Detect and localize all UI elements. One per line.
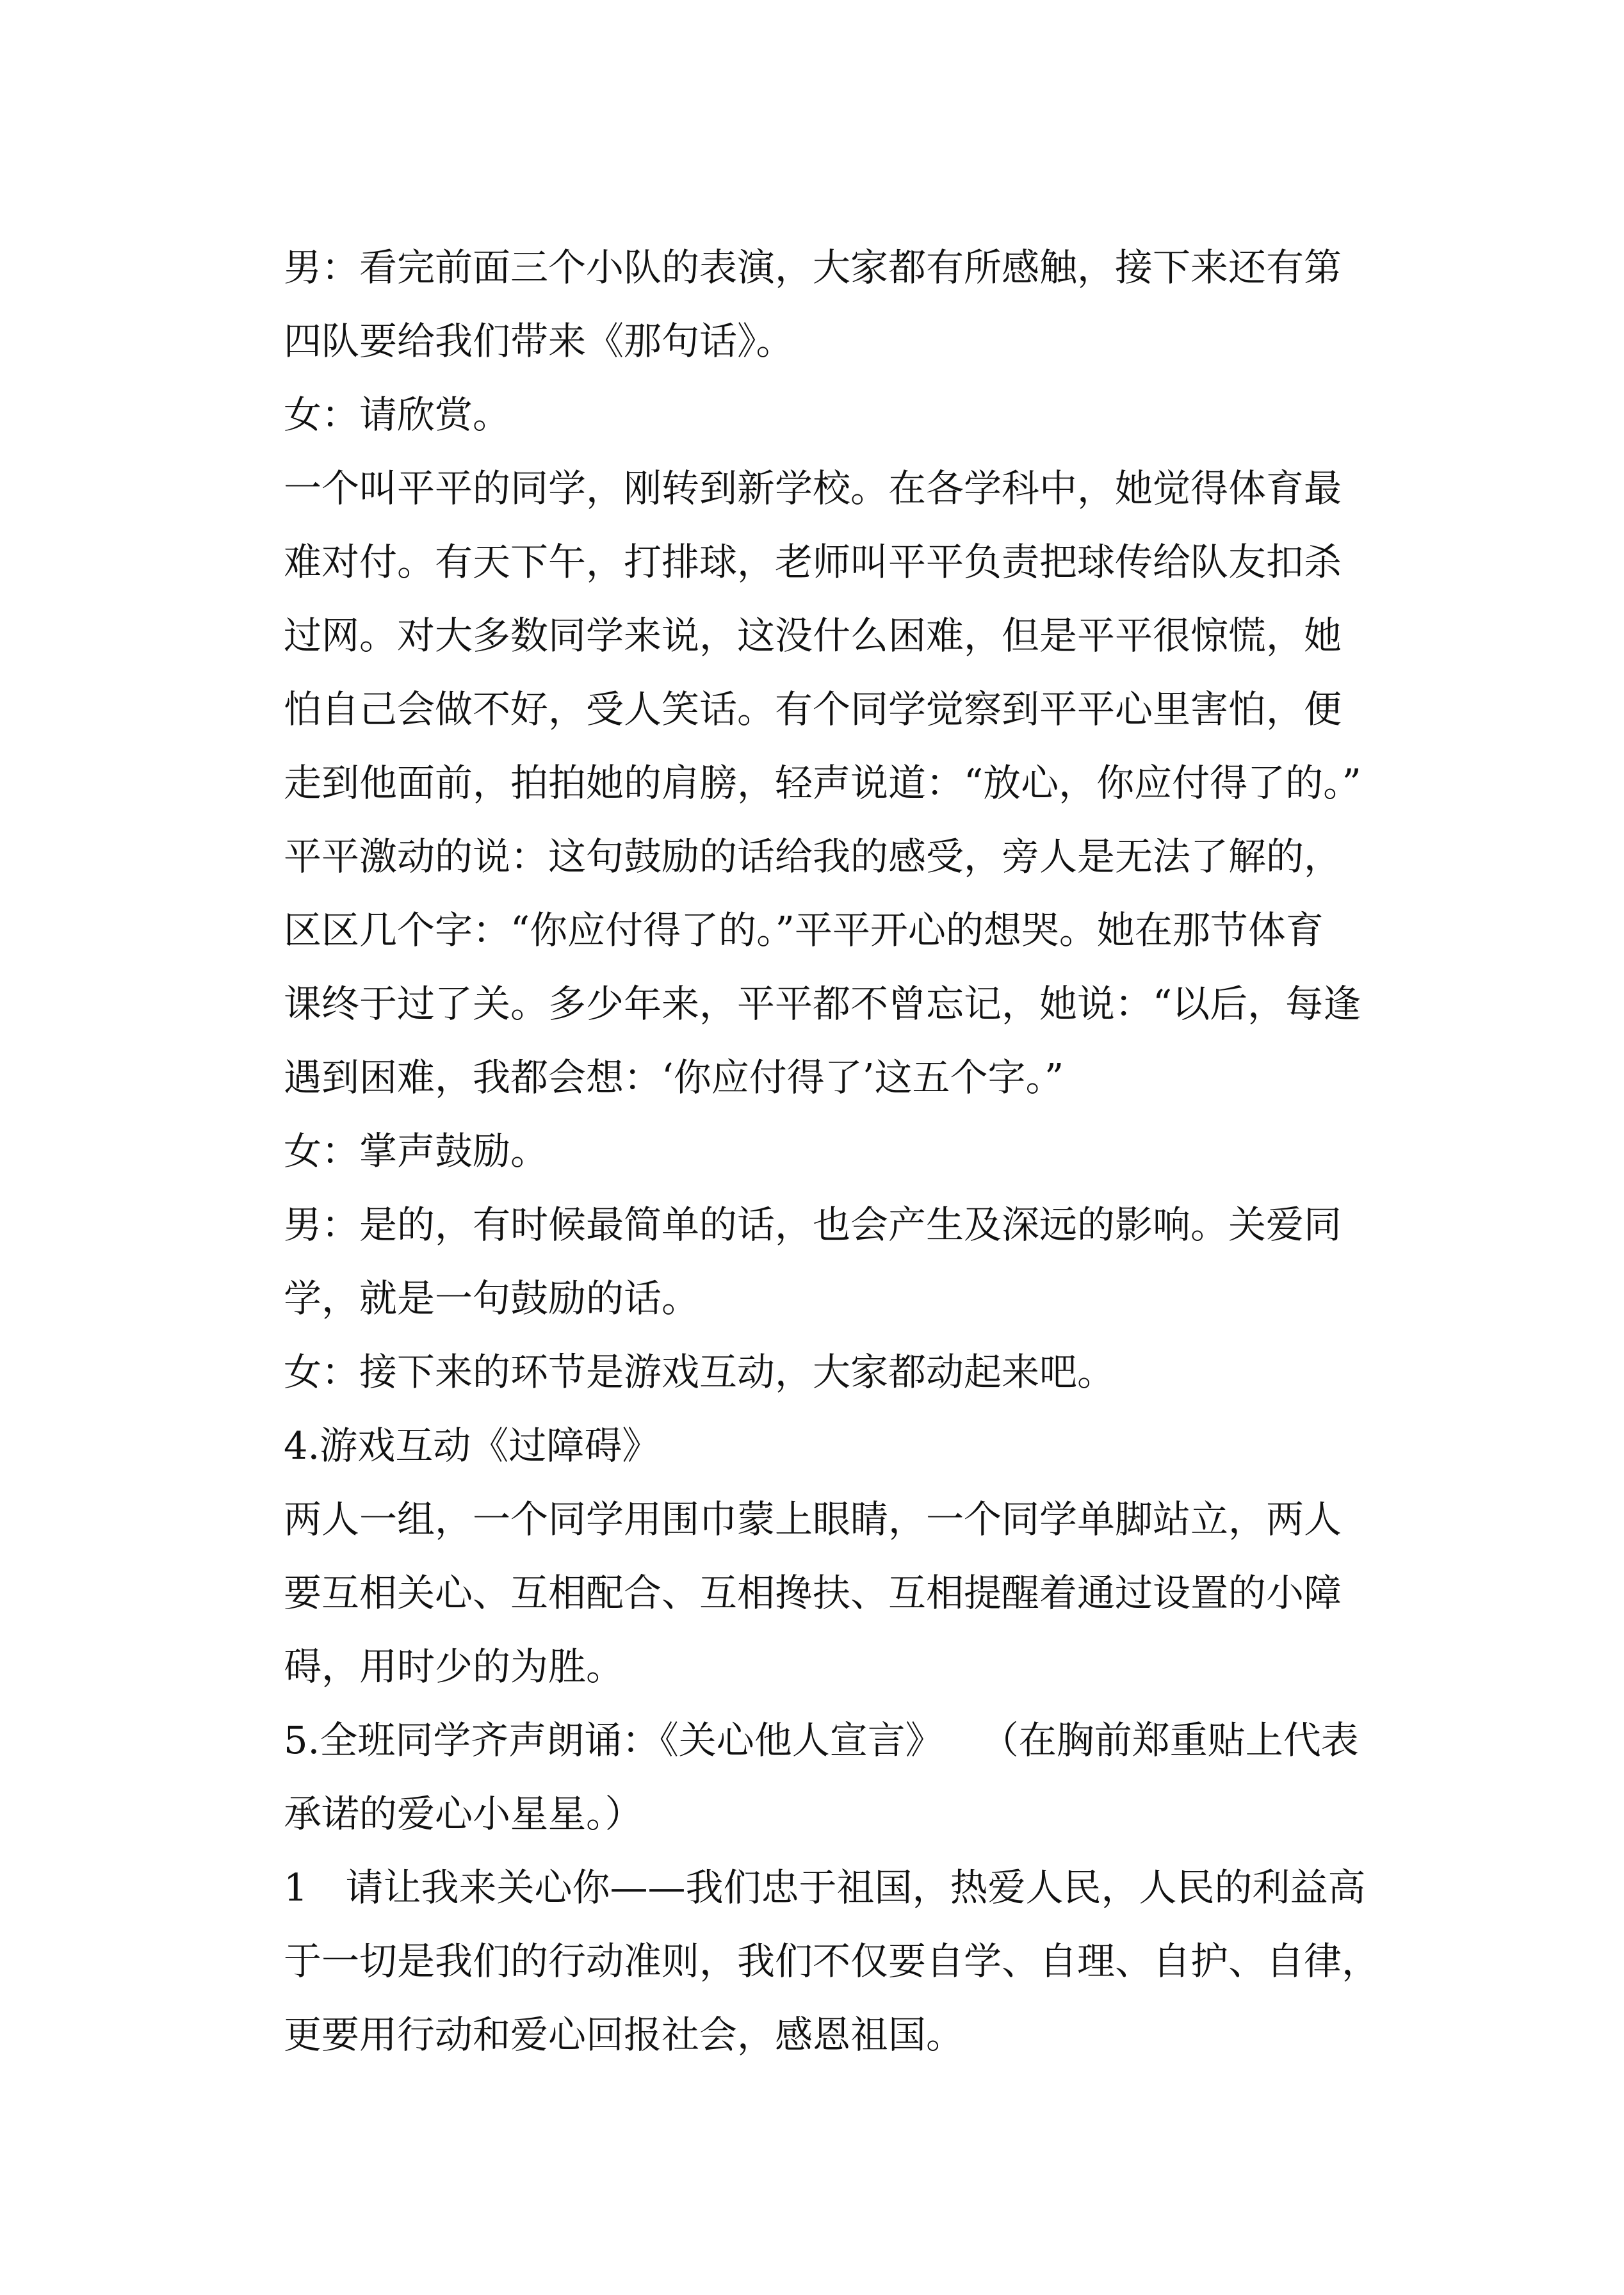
text-line: 女：掌声鼓励。	[284, 1129, 549, 1173]
text-line: 要互相关心、互相配合、互相搀扶、互相提醒着通过设置的小障	[284, 1571, 1342, 1615]
section-heading-game	[284, 1409, 1353, 1482]
text-line: 5.全班同学齐声朗诵：《关心他人宣言》 （在胸前郑重贴上代表	[284, 1718, 1359, 1762]
paragraph-female-next-game	[284, 1335, 1353, 1409]
paragraph-game-rules	[284, 1482, 1353, 1703]
text-line: 1 请让我来关心你——我们忠于祖国，热爱人民，人民的利益高	[284, 1865, 1366, 1910]
text-line: 女：接下来的环节是游戏互动，大家都动起来吧。	[284, 1350, 1116, 1394]
text-line: 碍，用时少的为胜。	[284, 1644, 624, 1689]
text-line: 遇到困难，我都会想：‘你应付得了’这五个字。”	[284, 1055, 1064, 1099]
paragraph-story	[284, 451, 1361, 1114]
paragraph-female-applause	[284, 1114, 1353, 1188]
paragraph-male-response	[284, 1188, 1353, 1335]
paragraph-declaration-item-1	[284, 1851, 1380, 2072]
text-line: 于一切是我们的行动准则，我们不仅要自学、自理、自护、自律，	[284, 1939, 1380, 1983]
text-line: 承诺的爱心小星星。）	[284, 1792, 643, 1836]
text-line: 两人一组，一个同学用围巾蒙上眼睛，一个同学单脚站立，两人	[284, 1497, 1342, 1541]
text-line: 过网。对大多数同学来说，这没什么困难，但是平平很惊慌，她	[284, 613, 1342, 658]
text-line: 课终于过了关。多少年来，平平都不曾忘记，她说：“以后，每逢	[284, 982, 1361, 1026]
text-line: 走到他面前，拍拍她的肩膀，轻声说道：“放心，你应付得了的。”	[284, 761, 1361, 805]
paragraph-male-intro	[284, 231, 1353, 378]
text-line: 平平激动的说：这句鼓励的话给我的感受，旁人是无法了解的，	[284, 834, 1342, 879]
text-line: 一个叫平平的同学，刚转到新学校。在各学科中，她觉得体育最	[284, 466, 1342, 510]
text-line: 4.游戏互动《过障碍》	[284, 1423, 660, 1468]
text-line: 怕自己会做不好，受人笑话。有个同学觉察到平平心里害怕，便	[284, 687, 1342, 731]
text-line: 男：是的，有时候最简单的话，也会产生及深远的影响。关爱同	[284, 1203, 1342, 1247]
text-line: 男：看完前面三个小队的表演，大家都有所感触，接下来还有第	[284, 245, 1342, 289]
text-line: 区区几个字：“你应付得了的。”平平开心的想哭。她在那节体育	[284, 908, 1324, 952]
document-body	[284, 231, 1380, 2072]
section-heading-declaration	[284, 1703, 1359, 1851]
text-line: 学，就是一句鼓励的话。	[284, 1276, 700, 1320]
text-line: 难对付。有天下午，打排球，老师叫平平负责把球传给队友扣杀	[284, 540, 1342, 584]
text-line: 女：请欣赏。	[284, 393, 511, 437]
paragraph-female-please-enjoy	[284, 378, 1353, 451]
text-line: 四队要给我们带来《那句话》。	[284, 319, 794, 363]
text-line: 更要用行动和爱心回报社会，感恩祖国。	[284, 2013, 964, 2057]
